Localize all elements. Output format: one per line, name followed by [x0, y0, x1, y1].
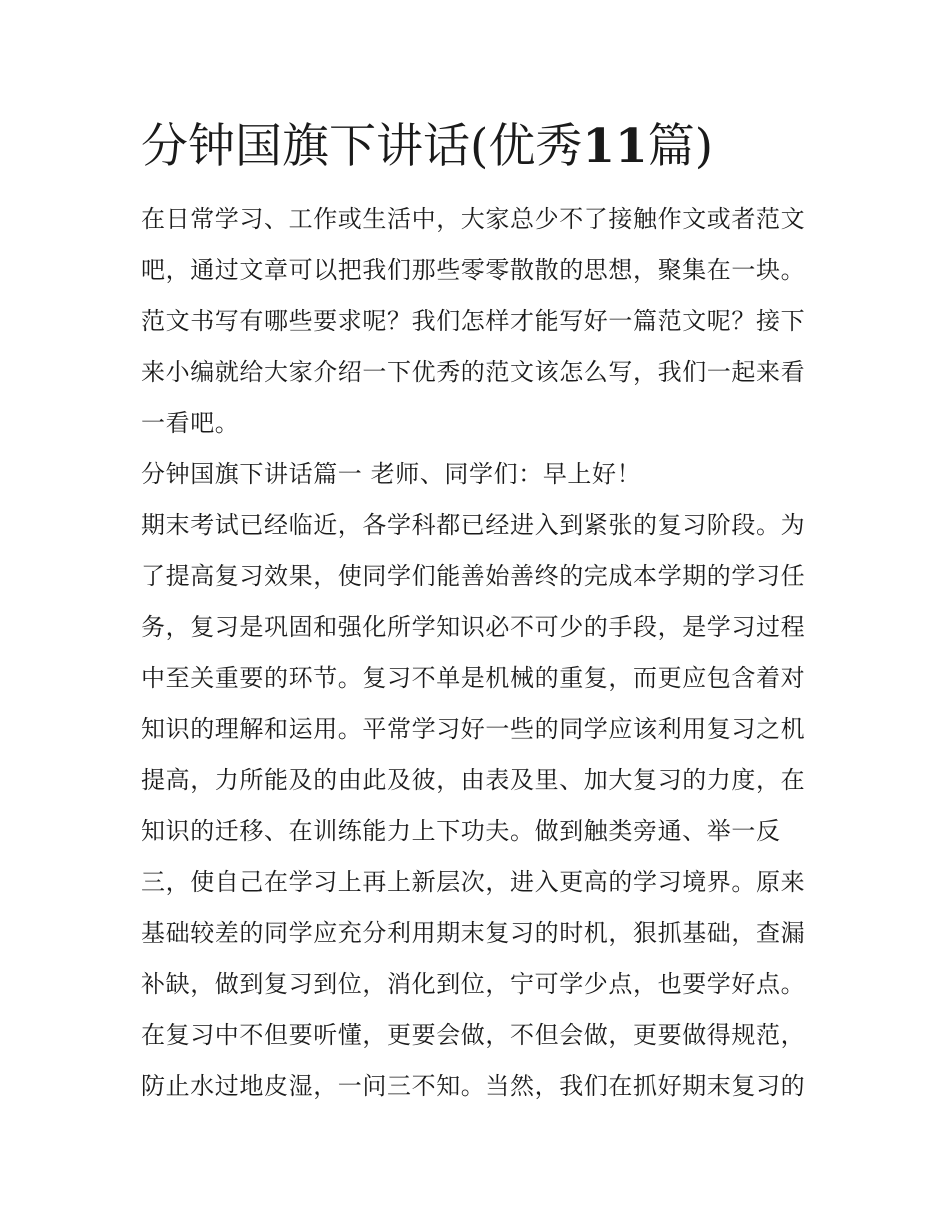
body-line: 中至关重要的环节。复习不单是机械的重复，而更应包含着对 — [141, 664, 806, 692]
body-line: 来小编就给大家介绍一下优秀的范文该怎么写，我们一起来看 — [141, 358, 806, 386]
body-line: 提高，力所能及的由此及彼，由表及里、加大复习的力度，在 — [141, 766, 806, 794]
title-prefix: 分钟国旗下讲话(优秀 — [141, 119, 583, 174]
body-line: 知识的迁移、在训练能力上下功夫。做到触类旁通、举一反 — [141, 817, 781, 845]
body-line: 务，复习是巩固和强化所学知识必不可少的手段，是学习过程 — [141, 613, 806, 641]
body-line: 了提高复习效果，使同学们能善始善终的完成本学期的学习任 — [141, 562, 806, 590]
document-body — [141, 194, 821, 1112]
title-suffix: 篇) — [647, 119, 714, 174]
body-line: 吧，通过文章可以把我们那些零零散散的思想，聚集在一块。 — [141, 256, 806, 284]
body-line: 补缺，做到复习到位，消化到位，宁可学少点，也要学好点。 — [141, 970, 806, 998]
body-line: 一看吧。 — [141, 409, 240, 437]
body-line: 基础较差的同学应充分利用期末复习的时机，狠抓基础，查漏 — [141, 919, 806, 947]
body-line: 在复习中不但要听懂，更要会做，不但会做，更要做得规范， — [141, 1021, 806, 1049]
document-title — [141, 112, 841, 182]
body-line: 三，使自己在学习上再上新层次，进入更高的学习境界。原来 — [141, 868, 806, 896]
body-line: 防止水过地皮湿，一问三不知。当然，我们在抓好期末复习的 — [141, 1072, 806, 1100]
body-line: 期末考试已经临近，各学科都已经进入到紧张的复习阶段。为 — [141, 511, 806, 539]
section-heading-line: 分钟国旗下讲话篇一 老师、同学们：早上好！ — [141, 460, 642, 488]
body-line: 在日常学习、工作或生活中，大家总少不了接触作文或者范文 — [141, 205, 806, 233]
body-line: 知识的理解和运用。平常学习好一些的同学应该利用复习之机 — [141, 715, 806, 743]
title-number: 11 — [582, 119, 648, 174]
body-line: 范文书写有哪些要求呢？我们怎样才能写好一篇范文呢？接下 — [141, 307, 806, 335]
